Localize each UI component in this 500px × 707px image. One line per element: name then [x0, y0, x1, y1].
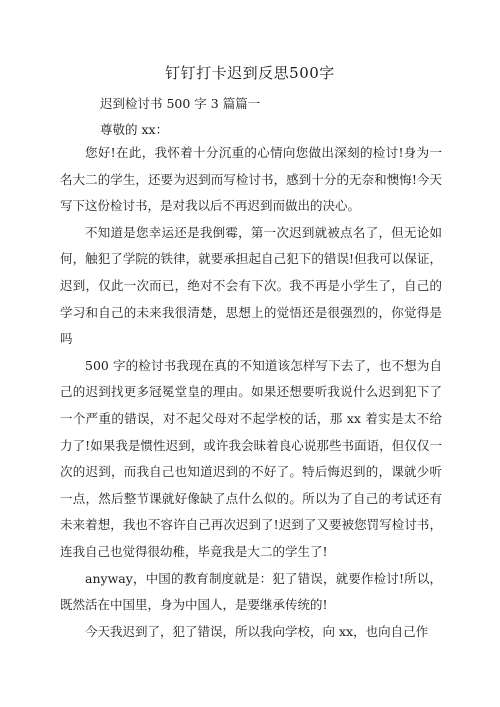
paragraph-3: 500 字的检讨书我现在真的不知道该怎样写下去了，也不想为自己的迟到找更多冠冕堂皇的理由。如果还想要听我说什么迟到犯下了一个严重的错误，对不起父母对不起学校的话，那 xx 着实是太不给力了!如果我是惯性迟到，或许我会昧着良心说那些书面语，但仅仅一次的迟到，而我自己也知道迟到的不好了。特后悔迟到的，课就少听一点，然后整节课就好像缺了点什么似的。所以为了自己的考试还有未来着想，我也不容许自己再次迟到了!迟到了又要被您罚写检讨书，连我自己也觉得很幼稚，毕竟我是大二的学生了!	[60, 357, 442, 559]
paragraph-1: 您好!在此，我怀着十分沉重的心情向您做出深刻的检讨!身为一名大二的学生，还要为迟到而写检讨书，感到十分的无奈和懊悔!今天写下这份检讨书，是对我以后不再迟到而做出的决心。	[60, 145, 442, 214]
salutation: 尊敬的 xx：	[100, 122, 169, 137]
paragraph-5: 今天我迟到了，犯了错误，所以我向学校，向 xx，也向自己作	[85, 623, 429, 639]
paragraph-4: anyway，中国的教育制度就是：犯了错误，就要作检讨!所以，既然活在中国里，身为中国人，是要继承传统的!	[60, 570, 442, 613]
letter-body	[60, 140, 442, 645]
document-title: 钉钉打卡迟到反思500字	[165, 64, 335, 82]
document-subtitle: 迟到检讨书 500 字 3 篇篇一	[100, 96, 261, 111]
paragraph-2: 不知道是您幸运还是我倒霉，第一次迟到就被点名了，但无论如何，触犯了学院的铁律，就要承担起自己犯下的错误!但我可以保证，迟到，仅此一次而已，绝对不会有下次。我不再是小学生了，自己的学习和自己的未来我很清楚，思想上的觉悟还是很强烈的，你觉得是吗	[60, 224, 442, 347]
